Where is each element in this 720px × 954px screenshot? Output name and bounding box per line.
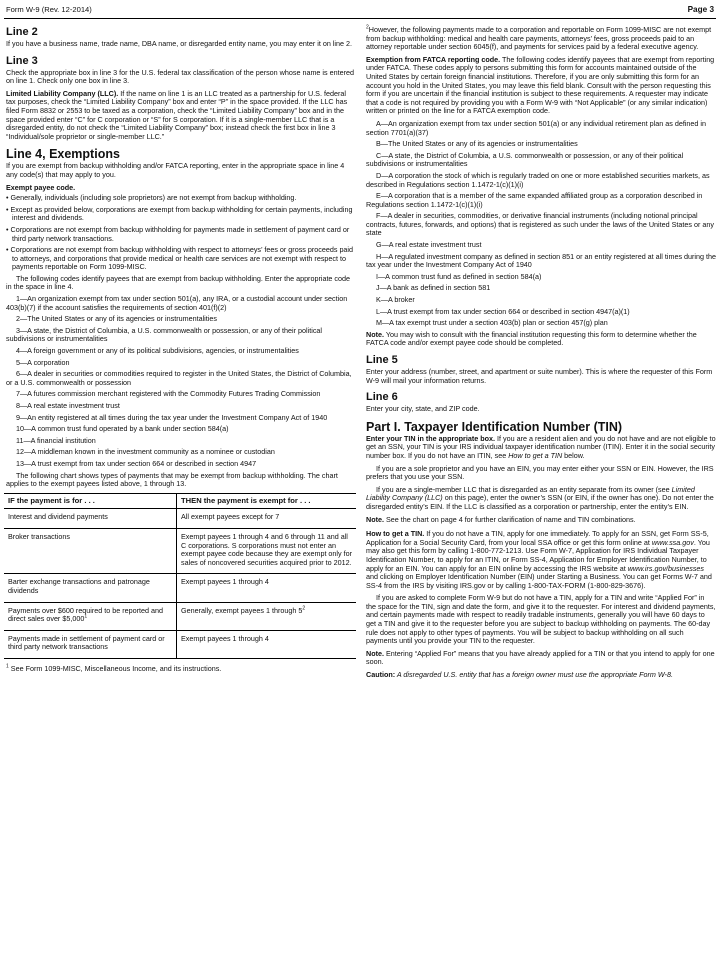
payment-cell: Payments made in settlement of payment card or third party network transactions — [4, 630, 177, 658]
payee-bullet: • Corporations are not exempt from backup withholding with respect to attorneys’ fees or gross proceeds paid to attorneys, and corporations that provide medical or health care services are not exempt with respect to payments reportable on Form 1099-MISC. — [6, 245, 354, 272]
fatca-code: H—A regulated investment company as defined in section 851 or an entity registered at all times during the tax year under the Investment Company Act of 1940 — [366, 251, 716, 270]
payment-cell: Payments over $600 required to be reported and direct sales over $5,000$^1$ — [4, 602, 177, 630]
payment-cell: Broker transactions — [4, 528, 177, 573]
table-row — [4, 528, 356, 573]
part1-note: Note. See the chart on page 4 for further clarification of name and TIN combinations. — [366, 514, 636, 524]
fatca-code: J—A bank as defined in section 581 — [376, 283, 491, 293]
fatca-code: M—A tax exempt trust under a section 403(b) plan or section 457(g) plan — [376, 318, 608, 328]
line3-text: Check the appropriate box in line 3 for the U.S. federal tax classification of the person whose name is entered on line 1. Check only one box in line 3. — [6, 67, 354, 86]
fatca-code: I—A common trust fund as defined in section 584(a) — [376, 271, 542, 281]
exempt-cell: All exempt payees except for 7 — [177, 509, 357, 529]
fatca-code: E—A corporation that is a member of the same expanded affiliated group as a corporation described in Regulations section 1.1472-1(c)(1)(i) — [366, 191, 703, 209]
fatca-code: B—The United States or any of its agencies or instrumentalities — [376, 139, 578, 149]
fatca-paragraph: Exemption from FATCA reporting code. The following codes identify payees that are exempt from reporting under FATCA. These codes apply to persons submitting this form for accounts maintained outside of the United States by certain foreign financial institutions. Therefore, if you are only submitting this form for an account you hold in the United States, you may leave this field blank. Consult with the person requesting this form if you are uncertain if the financial institution is subject to these requirements. A requester may indicate that a code is not required by providing you with a Form W-9 with “Not Applicable” (or any similar indication) written or printed on the line for a FATCA exemption code. — [366, 54, 715, 116]
page-header — [4, 4, 716, 19]
exempt-cell: Exempt payees 1 through 4 — [177, 574, 357, 602]
payee-code: 5—A corporation — [16, 357, 70, 367]
payee-code: 13—A trust exempt from tax under section 664 or described in section 4947 — [16, 458, 257, 468]
table-header-row — [4, 493, 356, 509]
payee-code: 12—A middleman known in the investment community as a nominee or custodian — [16, 447, 275, 457]
payment-cell: Barter exchange transactions and patronage dividends — [4, 574, 177, 602]
table-footnote: $^1$ See Form 1099-MISC, Miscellaneous Income, and its instructions. — [6, 663, 222, 673]
applied-for-paragraph: If you are asked to complete Form W-9 but do not have a TIN, apply for a TIN and write “Applied For” in the space for the TIN, sign and date the form, and give it to the requester. For interest and dividend payments, and certain payments made with respect to readily tradable instruments, generally you will have 60 days to get a TIN and give it to the requester before you are subject to backup withholding on payments. The 60-day rule does not apply to other types of payments. You will be subject to backup withholding on all such payments until you provide your TIN to the requester. — [366, 593, 716, 646]
chart-intro: The following chart shows types of payments that may be exempt from backup withholding. The chart applies to the exempt payees listed above, 1 through 13. — [6, 470, 338, 489]
payee-code: 1—An organization exempt from tax under section 501(a), any IRA, or a custodial account under section 403(b)(7) if the account satisfies the requirements of section 401(f)(2) — [6, 294, 348, 312]
line6-text: Enter your city, state, and ZIP code. — [366, 404, 480, 414]
how-to-get-tin: How to get a TIN. If you do not have a TIN, apply for one immediately. To apply for an SSN, get Form SS-5, Application for a Social Security Card, from your local SSA office or get this form online at www.ssa.gov. You may also get this form by calling 1-800-772-1213. Use Form W-7, Application for IRS Individual Taxpayer Identification Number, to apply for an ITIN, or Form SS-4, Application for Employer Identification Number, to apply for an EIN. You can apply for an EIN online by accessing the IRS website at www.irs.gov/businesses and clicking on Employer Identification Number (EIN) under Starting a Business. You can get Forms W-7 and SS-4 from the IRS by visiting IRS.gov or by calling 1-800-TAX-FORM (1-800-829-3676). — [366, 529, 712, 590]
payee-bullet: • Corporations are not exempt from backup withholding for payments made in settlement of payment card or third party network transactions. — [6, 224, 350, 243]
payee-code: 11—A financial institution — [16, 435, 96, 445]
exempt-payee-code-heading: Exempt payee code. — [6, 182, 76, 192]
payee-code: 3—A state, the District of Columbia, a U.S. commonwealth or possession, or any of their political subdivisions or instrumentalities — [6, 325, 323, 344]
line5-text: Enter your address (number, street, and apartment or suite number). This is where the requester of this Form W-9 will mail your information returns. — [366, 367, 713, 385]
fatca-code: K—A broker — [376, 295, 415, 305]
part1-single-member-llc: If you are a single-member LLC that is disregarded as an entity separate from its owner (see Limited Liability Company (LLC) on this page), enter the owner’s SSN (or EIN, if the owner has one). Do not enter the disregarded entity’s EIN. If the LLC is classified as a corporation or partnership, enter the entity’s EIN. — [366, 484, 714, 511]
right-column — [366, 26, 716, 684]
llc-paragraph: Limited Liability Company (LLC). If the name on line 1 is an LLC treated as a partnership for U.S. federal tax purposes, check the “Limited Liability Company” box and enter “P” in the space provided. If the LLC has filed Form 8832 or 2553 to be taxed as a corporation, check the “Limited Liability Company” box and in the space provided enter “C” for C corporation or “S” for S corporation. If it is a single-member LLC that is a disregarded entity, do not check the “Limited Liability Company” box; instead check the first box in line 3 “Individual/sole proprietor or single-member LLC.” — [6, 88, 348, 141]
payee-bullet: • Except as provided below, corporations are exempt from backup withholding for certain payments, including interest and dividends. — [6, 204, 353, 223]
exempt-cell: Exempt payees 1 through 4 and 6 through 11 and all C corporations. S corporations must not enter an exempt payee code because they are exempt only for sales of noncovered securities acquired prior to 2012. — [177, 528, 357, 573]
payee-code: 7—A futures commission merchant registered with the Commodity Futures Trading Commission — [16, 389, 321, 399]
caution-note: Caution: A disregarded U.S. entity that has a foreign owner must use the appropriate Form W-8. — [366, 670, 673, 680]
left-column — [6, 26, 356, 673]
payee-code: 10—A common trust fund operated by a bank under section 584(a) — [16, 424, 229, 434]
applied-for-note: Note. Entering “Applied For” means that you have already applied for a TIN or that you intend to apply for one soon. — [366, 648, 715, 667]
form-id: Form W-9 (Rev. 12-2014) — [6, 5, 92, 14]
codes-intro: The following codes identify payees that are exempt from backup withholding. Enter the appropriate code in the space in line 4. — [6, 273, 351, 292]
fatca-code: F—A dealer in securities, commodities, or derivative financial instruments (including notional principal contracts, futures, forwards, and options) that is registered as such under the laws of the United States or any state — [366, 211, 714, 238]
line3-heading: Line 3 — [6, 54, 38, 67]
fatca-code: L—A trust exempt from tax under section 664 or described in section 4947(a)(1) — [376, 306, 630, 316]
part1-heading: Part I. Taxpayer Identification Number (TIN) — [366, 419, 623, 434]
footnote-2: $^2$However, the following payments made to a corporation and reportable on Form 1099-MISC are not exempt from backup withholding: medical and health care payments, attorneys’ fees, gross proceeds paid to an attorney reportable under section 6045(f), and payments for services paid by a federal executive agency. — [366, 24, 712, 52]
line5-heading: Line 5 — [366, 354, 398, 366]
payee-code: 2—The United States or any of its agencies or instrumentalities — [16, 314, 217, 324]
part1-sole-proprietor: If you are a sole proprietor and you have an EIN, you may enter either your SSN or EIN. However, the IRS prefers that you use your SSN. — [366, 463, 714, 482]
line4-heading: Line 4, Exemptions — [6, 147, 120, 162]
fatca-code: A—An organization exempt from tax under section 501(a) or any individual retirement plan as defined in section 7701(a)(37) — [366, 118, 707, 137]
table-row — [4, 602, 356, 630]
line2-heading: Line 2 — [6, 26, 38, 38]
payee-code: 9—An entity registered at all times during the tax year under the Investment Company Act of 1940 — [16, 412, 328, 422]
exemption-table — [4, 493, 356, 659]
table-row — [4, 630, 356, 658]
fatca-code: D—A corporation the stock of which is regularly traded on one or more established securities markets, as described in Regulations section 1.1472-1(c)(1)(i) — [366, 170, 710, 189]
table-row — [4, 574, 356, 602]
table-row — [4, 509, 356, 529]
payee-code: 6—A dealer in securities or commodities required to register in the United States, the District of Columbia, or a U.S. commonwealth or possession — [6, 369, 352, 387]
table-header: THEN the payment is exempt for . . . — [177, 493, 357, 509]
line2-text: If you have a business name, trade name, DBA name, or disregarded entity name, you may enter it on line 2. — [6, 39, 352, 48]
fatca-code: C—A state, the District of Columbia, a U.S. commonwealth or possession, or any of their political subdivisions or instrumentalities — [366, 150, 684, 169]
line4-intro: If you are exempt from backup withholding and/or FATCA reporting, enter in the appropriate space in line 4 any code(s) that may apply to you. — [6, 161, 345, 179]
exempt-cell: Generally, exempt payees 1 through $5^2$ — [177, 602, 357, 630]
part1-tin-paragraph: Enter your TIN in the appropriate box. If you are a resident alien and you do not have and are not eligible to get an SSN, your TIN is your IRS individual taxpayer identification number (ITIN). Enter it in the social security number box. If you do not have an ITIN, see How to get a TIN below. — [366, 433, 716, 460]
payee-code: 4—A foreign government or any of its political subdivisions, agencies, or instrumentalities — [16, 346, 299, 356]
fatca-code: G—A real estate investment trust — [376, 240, 482, 250]
payee-code: 8—A real estate investment trust — [16, 401, 120, 410]
fatca-note: Note. You may wish to consult with the financial institution requesting this form to determine whether the FATCA code and/or exempt payee code should be completed. — [366, 329, 697, 348]
page-number: Page 3 — [687, 5, 714, 14]
payment-cell: Interest and dividend payments — [4, 509, 177, 529]
line6-heading: Line 6 — [366, 391, 398, 404]
exempt-cell: Exempt payees 1 through 4 — [177, 630, 357, 658]
payee-bullet: • Generally, individuals (including sole proprietors) are not exempt from backup withholding. — [6, 193, 297, 203]
table-header: IF the payment is for . . . — [4, 493, 177, 509]
